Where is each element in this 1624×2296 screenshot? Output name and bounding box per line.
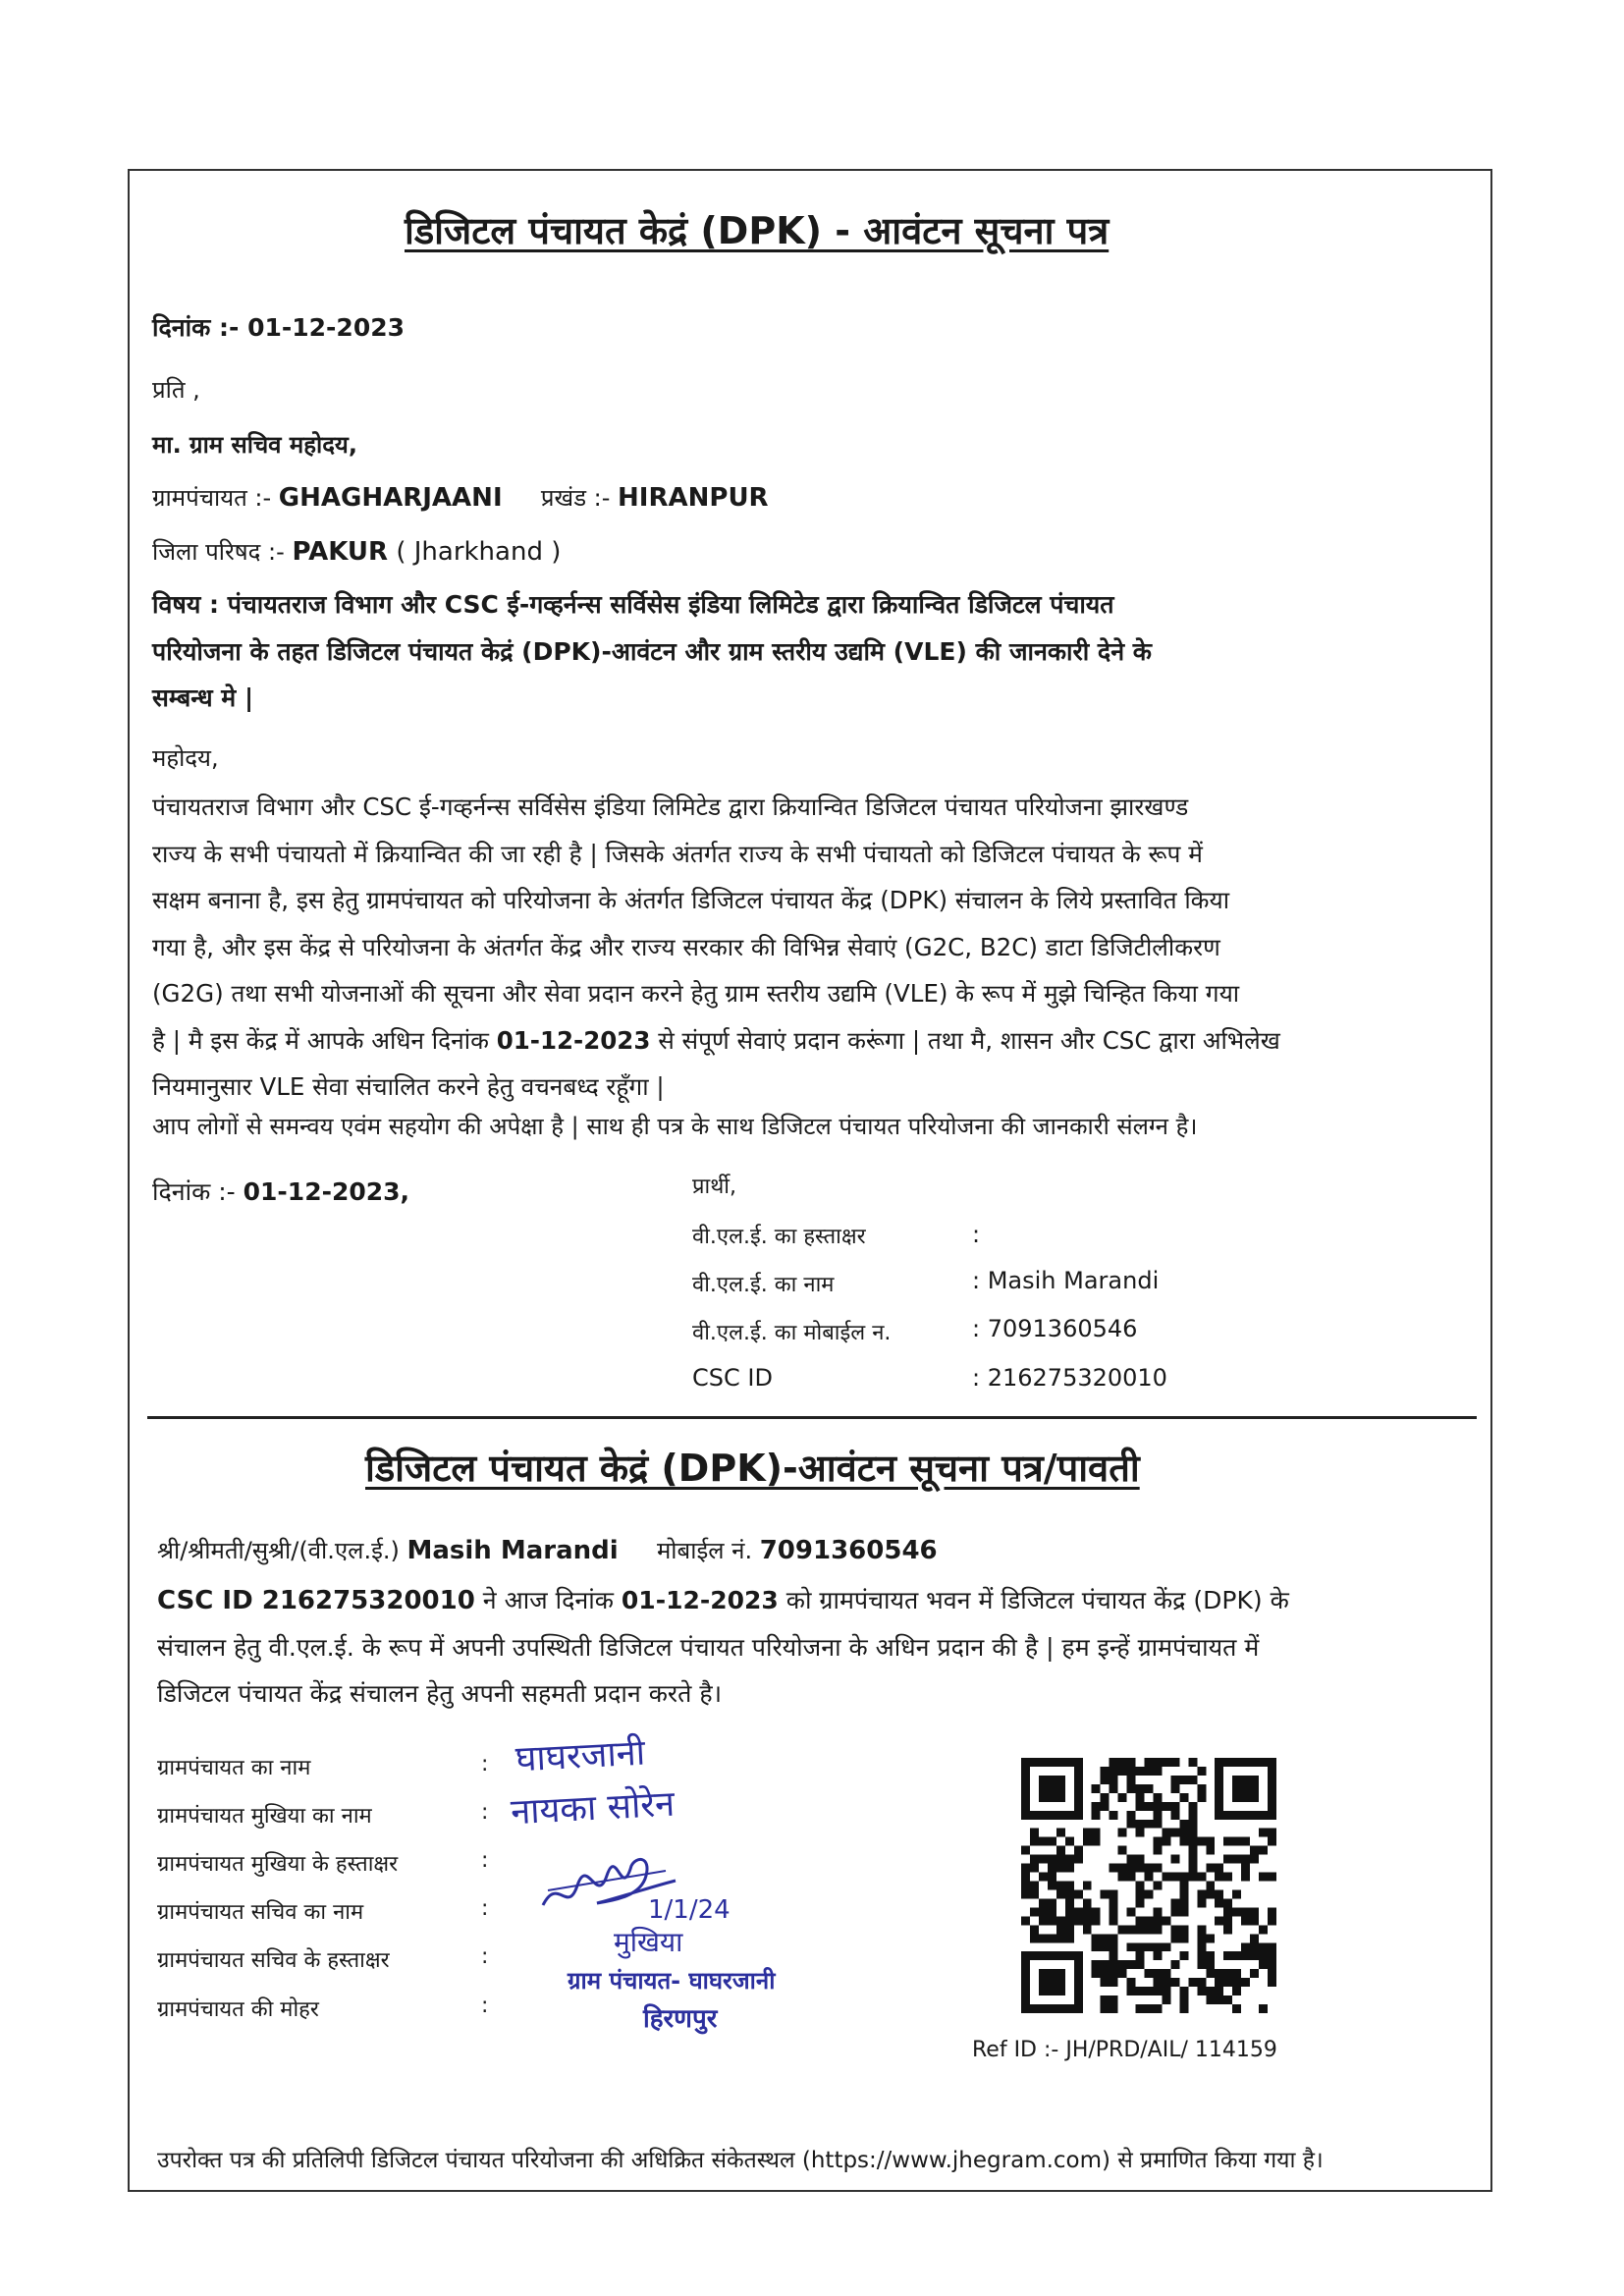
receipt-csc-id: CSC ID 216275320010	[157, 1586, 475, 1615]
section-divider	[147, 1416, 1477, 1419]
subject-line: विषय : पंचायतराज विभाग और CSC ई-गव्हर्नन्स सर्विसेस इंडिया लिमिटेड द्वारा क्रियान्वित डिजिटल पंचायत	[152, 590, 1114, 619]
handwritten-mukhiya-name: नायका सोरेन	[510, 1783, 677, 1833]
salutation: महोदय,	[152, 744, 219, 772]
sign-date-value: 01-12-2023,	[243, 1177, 410, 1206]
handwritten-gp-name: घाघरजानी	[514, 1732, 647, 1780]
receipt-text: को ग्रामपंचायत भवन में डिजिटल पंचायत केंद्र (DPK) के	[778, 1586, 1289, 1614]
request-line: आप लोगों से समन्वय एवंम सहयोग की अपेक्षा है | साथ ही पत्र के साथ डिजिटल पंचायत परियोजना की जानकारी संलग्न है।	[152, 1113, 1198, 1140]
body-line: (G2G) तथा सभी योजनाओं की सूचना और सेवा प्रदान करने हेतु ग्राम स्तरीय उद्यमि (VLE) के रूप में मुझे चिन्हित किया गया	[152, 979, 1240, 1008]
mobile-label: मोबाईल नं.	[656, 1537, 760, 1564]
vle-row-value: :	[972, 1221, 981, 1248]
body-line: पंचायतराज विभाग और CSC ई-गव्हर्नन्स सर्विसेस इंडिया लिमिटेड द्वारा क्रियान्वित डिजिटल पंचायत परियोजना झारखण्ड	[152, 793, 1189, 821]
body-text: से संपूर्ण सेवाएं प्रदान करूंगा | तथा मै, शासन और CSC द्वारा अभिलेख	[650, 1025, 1280, 1055]
body-line: राज्य के सभी पंचायतो में क्रियान्वित की जा रही है | जिसके अंतर्गत राज्य के सभी पंचायतो को डिजिटल पंचायत के रूप में	[152, 839, 1203, 868]
body-line	[152, 1017, 1280, 1065]
vle-name: Masih Marandi	[406, 1536, 619, 1565]
receipt-line: संचालन हेतु वी.एल.ई. के रूप में अपनी उपस्थिती डिजिटल पंचायत परियोजना के अधिन प्रदान की है | हम इन्हें ग्रामपंचायत में	[157, 1633, 1260, 1662]
vle-row-label: वी.एल.ई. का मोबाईल न.	[692, 1321, 892, 1345]
applicant-label: प्रार्थी,	[692, 1175, 736, 1199]
vle-row-value: : 216275320010	[972, 1364, 1167, 1392]
stamp-line1: ग्राम पंचायत- घाघरजानी	[568, 1967, 776, 1995]
letter-date	[152, 310, 405, 344]
body-date: 01-12-2023	[496, 1025, 651, 1055]
stamp-title: मुखिया	[614, 1926, 683, 1958]
gp-line	[152, 481, 769, 514]
ref-id: Ref ID :- JH/PRD/AIL/ 114159	[972, 2038, 1277, 2062]
vle-mobile: 7091360546	[759, 1536, 938, 1565]
district-line	[152, 535, 561, 568]
sign-date-label: दिनांक :-	[152, 1177, 244, 1206]
body-line: सक्षम बनाना है, इस हेतु ग्रामपंचायत को परियोजना के अंतर्गत डिजिटल पंचायत केंद्र (DPK) संचालन के लिये प्रस्तावित किया	[152, 886, 1230, 914]
subject-line: सम्बन्ध मे |	[152, 683, 254, 712]
vle-row-value: : Masih Marandi	[972, 1267, 1160, 1294]
field-label: ग्रामपंचायत सचिव का नाम	[157, 1900, 364, 1925]
field-label: ग्रामपंचायत का नाम	[157, 1756, 311, 1780]
receipt-name-line	[157, 1534, 938, 1566]
field-colon: :	[481, 1896, 489, 1921]
date-value: 01-12-2023	[247, 313, 406, 342]
receipt-line: डिजिटल पंचायत केंद्र संचालन हेतु अपनी सहमती प्रदान करते है।	[157, 1679, 723, 1708]
district-value: PAKUR	[292, 537, 389, 567]
vle-row-label: CSC ID	[692, 1364, 773, 1392]
vle-row-label: वी.एल.ई. का हस्ताक्षर	[692, 1225, 866, 1249]
block-value: HIRANPUR	[618, 483, 769, 513]
district-label: जिला परिषद :-	[152, 538, 293, 566]
receipt-text: ने आज दिनांक	[474, 1586, 622, 1614]
field-label: ग्रामपंचायत की मोहर	[157, 1997, 319, 2022]
receipt-line	[157, 1577, 1289, 1624]
field-colon: :	[481, 1994, 489, 2018]
stamp-date: 1/1/24	[648, 1895, 731, 1925]
gp-value: GHAGHARJAANI	[278, 483, 503, 513]
qr-code	[1021, 1758, 1276, 2013]
field-colon: :	[481, 1800, 489, 1825]
receipt-date: 01-12-2023	[621, 1586, 779, 1614]
field-colon: :	[481, 1848, 489, 1873]
date-label: दिनांक :-	[152, 313, 248, 342]
letter-addressee: मा. ग्राम सचिव महोदय,	[152, 431, 357, 459]
field-colon: :	[481, 1944, 489, 1969]
state-value: ( Jharkhand )	[388, 537, 562, 567]
body-line: गया है, और इस केंद्र से परियोजना के अंतर्गत केंद्र और राज्य सरकार की विभिन्न सेवाएं (G2C, B2C) डाटा डिजिटीलीकरण	[152, 932, 1220, 961]
footer-note: उपरोक्त पत्र की प्रतिलिपी डिजिटल पंचायत परियोजना की अधिक्रित संकेतस्थल (https://www.jhegram.com) से प्रमाणित किया गया है।	[157, 2148, 1324, 2173]
receipt-body	[157, 1577, 1289, 1717]
subject-line: परियोजना के तहत डिजिटल पंचायत केद्रं (DPK)-आवंटन और ग्राम स्तरीय उद्यमि (VLE) की जानकारी देने के	[152, 636, 1152, 666]
field-colon: :	[481, 1752, 489, 1777]
field-label: ग्रामपंचायत मुखिया के हस्ताक्षर	[157, 1852, 399, 1877]
letter-to: प्रति ,	[152, 376, 200, 404]
vle-row-label: वी.एल.ई. का नाम	[692, 1273, 835, 1297]
letter-title: डिजिटल पंचायत केद्रं (DPK) - आवंटन सूचना पत्र	[405, 209, 1110, 252]
field-label: ग्रामपंचायत मुखिया का नाम	[157, 1804, 372, 1829]
block-label: प्रखंड :-	[540, 484, 619, 512]
subject	[152, 581, 1152, 722]
gp-label: ग्रामपंचायत :-	[152, 484, 279, 512]
body-line: नियमानुसार VLE सेवा संचालित करने हेतु वचनबध्द रहूँगा |	[152, 1072, 665, 1101]
receipt-title: डिजिटल पंचायत केद्रं (DPK)-आवंटन सूचना पत्र/पावती	[365, 1447, 1140, 1490]
name-prefix: श्री/श्रीमती/सुश्री/(वी.एल.ई.)	[157, 1537, 407, 1564]
stamp-line2: हिरणपुर	[643, 2004, 718, 2034]
body-text: है | मै इस केंद्र में आपके अधिन दिनांक	[152, 1025, 497, 1055]
vle-row-value: : 7091360546	[972, 1315, 1138, 1342]
sign-date	[152, 1175, 409, 1208]
field-label: ग्रामपंचायत सचिव के हस्ताक्षर	[157, 1948, 390, 1973]
letter-body	[152, 784, 1280, 1111]
